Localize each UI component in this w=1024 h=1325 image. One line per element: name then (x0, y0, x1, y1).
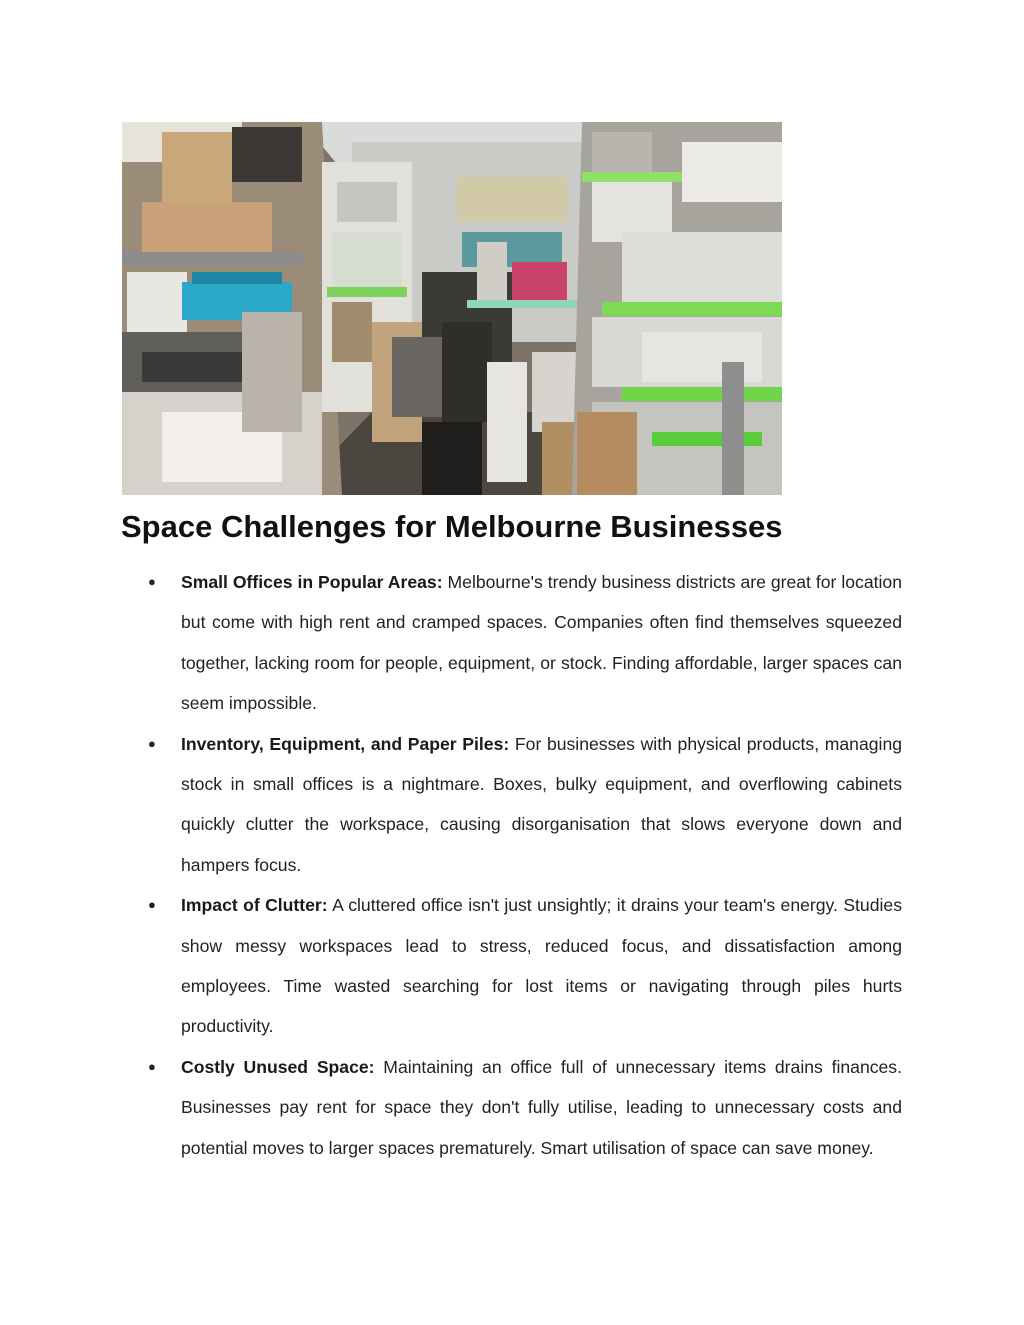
bullet-icon: ● (148, 574, 156, 589)
bullet-icon: ● (148, 735, 156, 751)
bullet-icon: ● (148, 897, 156, 913)
page-title: Space Challenges for Melbourne Businesses (121, 509, 783, 544)
challenges-list (148, 562, 903, 1168)
bullet-icon: ● (148, 1058, 156, 1074)
bullet-heading: Impact of Clutter: (181, 895, 328, 916)
bullet-text: For businesses with physical products, managing stock in small offices is a nightmare. Boxes, bulky equipment, and overflowing cabinets quickly clutter the workspace, causing disorganisation that slows everyone down and hampers focus. (181, 733, 903, 875)
list-item (148, 1047, 902, 1168)
bullet-heading: Small Offices in Popular Areas: (181, 572, 443, 592)
bullet-heading: Costly Unused Space: (181, 1056, 375, 1077)
list-item (148, 562, 902, 724)
bullet-heading: Inventory, Equipment, and Paper Piles: (181, 733, 510, 754)
list-item (148, 724, 903, 886)
bullet-text: Melbourne's trendy business districts are great for location but come with high rent and cramped spaces. Companies often find themselves squeezed together, lacking room for people, equipment, or stock. Finding affordable, larger spaces can seem impossible. (181, 572, 902, 714)
bullet-text: Maintaining an office full of unnecessary items drains finances. Businesses pay rent for space they don't fully utilise, leading to unnecessary costs and potential moves to larger spaces prematurely. Smart utilisation of space can save money. (181, 1056, 902, 1158)
list-item (148, 885, 902, 1047)
bullet-text: A cluttered office isn't just unsightly; it drains your team's energy. Studies show messy workspaces lead to stress, reduced focus, and dissatisfaction among employees. Time wasted searching for lost items or navigating through piles hurts productivity. (181, 895, 902, 1037)
cluttered-storage-photo (122, 122, 782, 495)
